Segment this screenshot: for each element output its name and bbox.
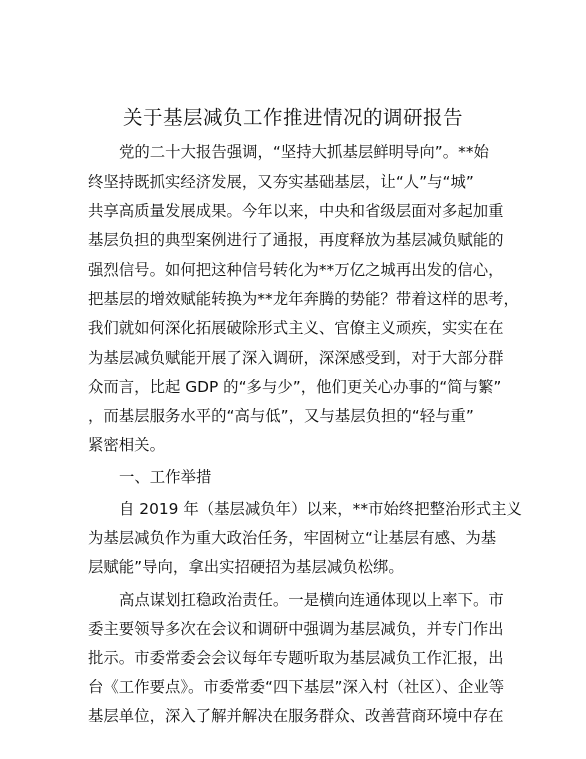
- paragraph-line: ，而基层服务水平的“高与低”，又与基层负担的“轻与重”: [88, 407, 474, 425]
- paragraph-line: 批示。市委常委会会议每年专题听取为基层减负工作汇报，出: [88, 649, 504, 667]
- paragraph-line: 共享高质量发展成果。今年以来，中央和省级层面对多起加重: [88, 202, 504, 220]
- paragraph-line: 委主要领导多次在会议和调研中强调为基层减负，并专门作出: [88, 620, 504, 638]
- paragraph-line: 我们就如何深化拓展破除形式主义、官僚主义顽疾，实实在在: [88, 319, 504, 337]
- paragraph-line: 强烈信号。如何把这种信号转化为**万亿之城再出发的信心，: [88, 261, 504, 279]
- document-title: 关于基层减负工作推进情况的调研报告: [122, 106, 463, 129]
- paragraph-line: 众而言，比起 GDP 的“多与少”，他们更关心办事的“简与繁”: [88, 378, 502, 396]
- paragraph-line: 党的二十大报告强调，“坚持大抓基层鲜明导向”。**始: [119, 143, 489, 161]
- section-heading: 一、工作举措: [119, 468, 212, 486]
- paragraph-line: 把基层的增效赋能转换为**龙年奔腾的势能？带着这样的思考，: [88, 290, 519, 308]
- paragraph-line: 紧密相关。: [88, 436, 165, 454]
- paragraph-line: 为基层减负赋能开展了深入调研，深深感受到，对于大部分群: [88, 349, 504, 367]
- paragraph-line: 终坚持既抓实经济发展，又夯实基础基层，让“人”与“城”: [88, 173, 474, 191]
- paragraph-line: 基层负担的典型案例进行了通报，再度释放为基层减负赋能的: [88, 231, 504, 249]
- paragraph-line: 台《工作要点》。市委常委“四下基层”深入村（社区）、企业等: [88, 678, 505, 696]
- paragraph-line: 自 2019 年（基层减负年）以来，**市始终把整治形式主义: [119, 500, 522, 518]
- paragraph-line: 为基层减负作为重大政治任务，牢固树立“让基层有感、为基: [88, 529, 497, 547]
- paragraph-line: 基层单位，深入了解并解决在服务群众、改善营商环境中存在: [88, 707, 504, 725]
- paragraph-line: 层赋能”导向，拿出实招硬招为基层减负松绑。: [88, 558, 404, 576]
- paragraph-line: 高点谋划扛稳政治责任。一是横向连通体现以上率下。市: [119, 591, 504, 609]
